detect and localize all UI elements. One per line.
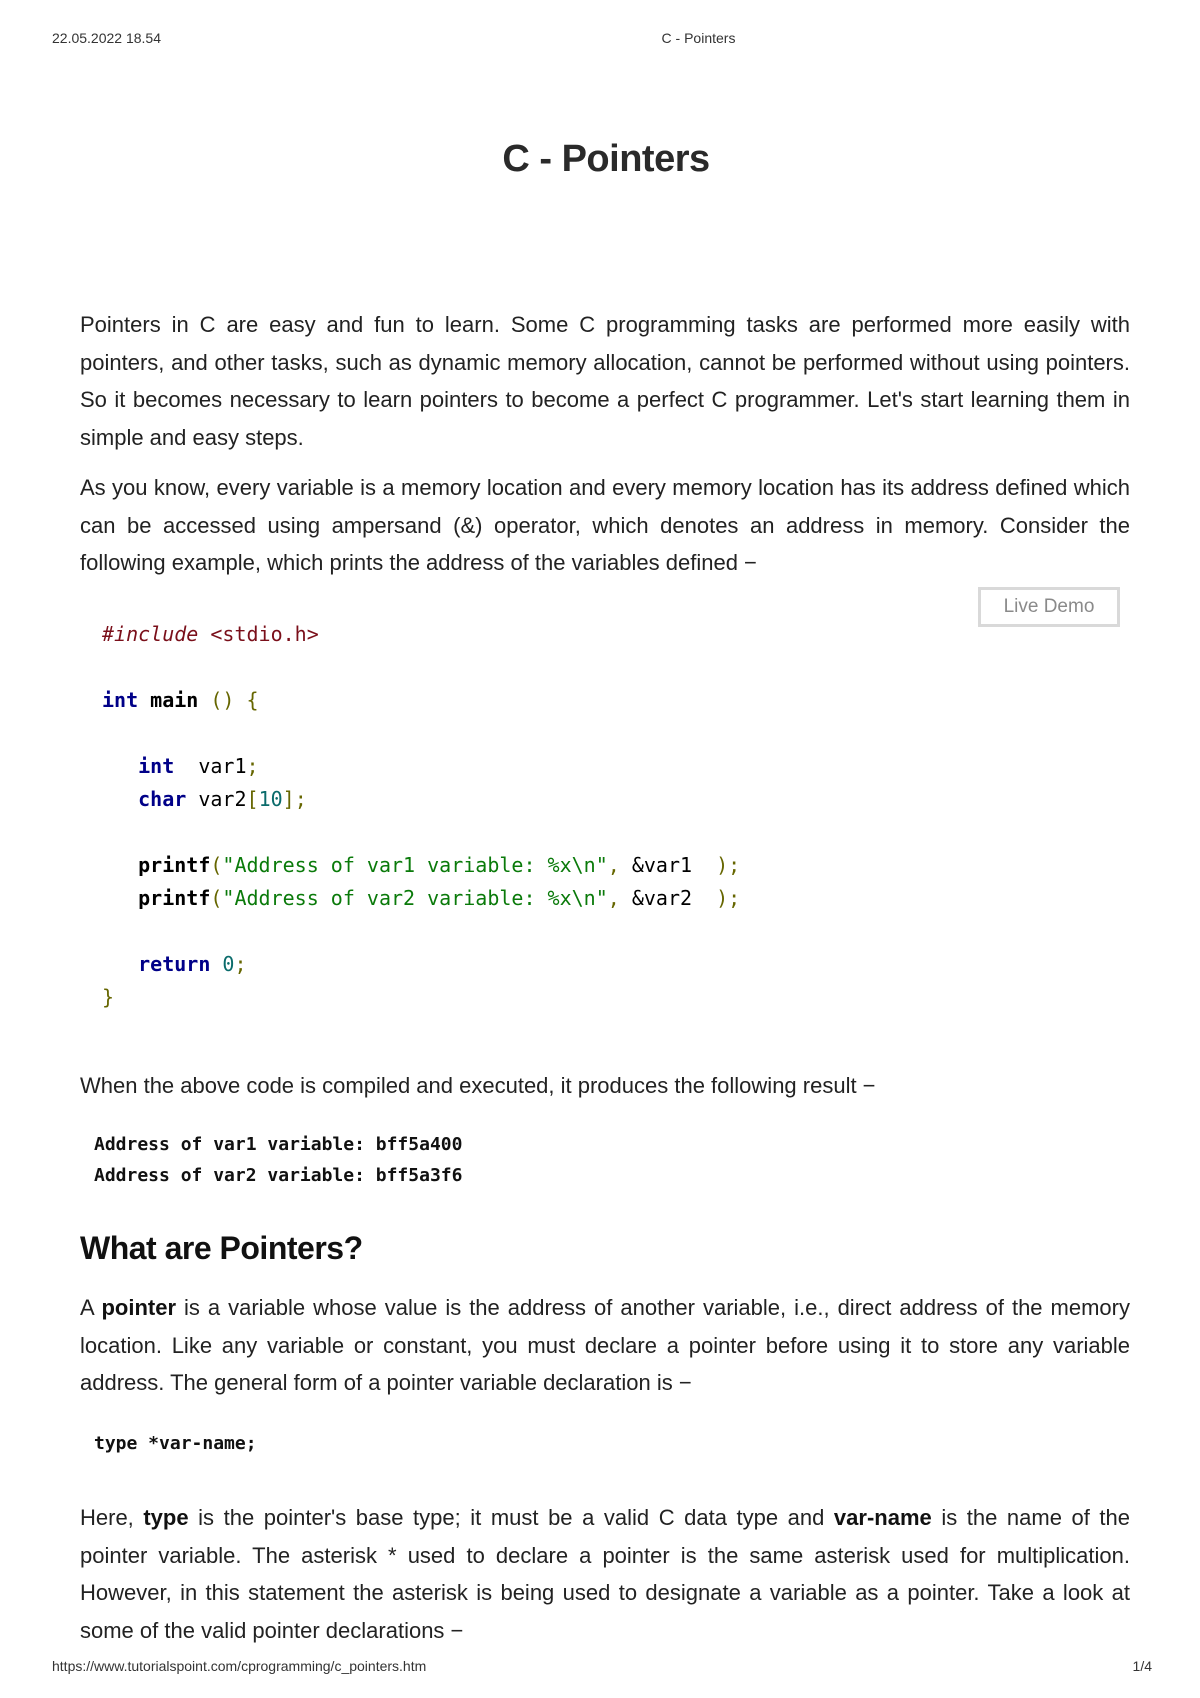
- section-title: What are Pointers?: [80, 1230, 363, 1266]
- explanation-prefix: Here,: [80, 1505, 144, 1530]
- print-page-number: 1/4: [1132, 1658, 1152, 1674]
- code-arg-2: &var2: [631, 886, 693, 910]
- explanation-middle: is the pointer's base type; it must be a valid C data type and: [188, 1505, 834, 1530]
- code-format-string-2: "Address of var2 variable: %x\n": [222, 886, 608, 910]
- explanation-paragraph: [80, 1499, 1130, 1649]
- code-open-brace: {: [246, 688, 259, 712]
- code-format-string-1: "Address of var1 variable: %x\n": [222, 853, 608, 877]
- result-intro-section: [80, 1067, 1130, 1105]
- example-code-block: #include <stdio.h> int main () { int var1; char var2[10]; printf("Address of var1 variable: %x\n", &var1 ); printf("Address of var2 variable: %x\n", &var2 ); return 0; }: [102, 622, 741, 1009]
- code-include-header: <stdio.h>: [210, 622, 319, 646]
- explanation-section: [80, 1499, 1130, 1649]
- definition-bold-term: pointer: [101, 1295, 177, 1320]
- code-main-name: main: [150, 688, 199, 712]
- code-main-parens: (): [210, 688, 235, 712]
- code-var2-name: var2: [198, 787, 247, 811]
- definition-section: [80, 1289, 1130, 1402]
- result-output-block: [94, 1129, 462, 1191]
- code-include-directive: #include: [102, 622, 199, 646]
- result-line: Address of var2 variable: bff5a3f6: [94, 1165, 463, 1186]
- code-char-keyword: char: [138, 787, 187, 811]
- result-line: Address of var1 variable: bff5a400: [94, 1134, 463, 1155]
- definition-paragraph: [80, 1289, 1130, 1402]
- code-int-keyword: int: [138, 754, 175, 778]
- result-intro-paragraph: When the above code is compiled and executed, it produces the following result −: [80, 1073, 876, 1098]
- live-demo-button[interactable]: Live Demo: [978, 587, 1120, 627]
- code-printf-call: printf: [138, 886, 211, 910]
- code-close-brace: }: [102, 985, 115, 1009]
- definition-prefix: A: [80, 1295, 102, 1320]
- explanation-bold-type: type: [143, 1505, 189, 1530]
- declaration-syntax-block: [94, 1428, 257, 1459]
- code-printf-call: printf: [138, 853, 211, 877]
- address-paragraph: As you know, every variable is a memory location and every memory location has its address defined which can be accessed using ampersand (&) operator, which denotes an address in memory. Consider the following example, which prints the address of the variables defined −: [80, 475, 1130, 575]
- code-arg-1: &var1: [631, 853, 693, 877]
- intro-paragraph: Pointers in C are easy and fun to learn. Some C programming tasks are performed more easily with pointers, and other tasks, such as dynamic memory allocation, cannot be performed without using pointers. So it becomes necessary to learn pointers to become a perfect C programmer. Let's start learning them in simple and easy steps.: [80, 312, 1130, 450]
- code-int-keyword: int: [102, 688, 139, 712]
- address-section: [80, 469, 1130, 582]
- code-return-value: 0: [222, 952, 235, 976]
- page-title: C - Pointers: [502, 138, 710, 180]
- code-var1-name: var1: [198, 754, 247, 778]
- code-return-keyword: return: [138, 952, 211, 976]
- explanation-bold-varname: var-name: [833, 1505, 932, 1530]
- print-header-title: C - Pointers: [661, 30, 736, 46]
- declaration-syntax: type *var-name;: [94, 1433, 257, 1454]
- definition-rest: is a variable whose value is the address of another variable, i.e., direct address of the memory location. Like any variable or constant, you must declare a pointer before using it to store any variable address. The general form of a pointer variable declaration is −: [80, 1295, 1130, 1395]
- print-footer-url: https://www.tutorialspoint.com/cprogramming/c_pointers.htm: [52, 1658, 427, 1674]
- code-array-size: 10: [258, 787, 283, 811]
- print-datetime: 22.05.2022 18.54: [52, 30, 161, 46]
- intro-section: [80, 306, 1130, 456]
- explanation-rest: is the name of the pointer variable. The asterisk * used to declare a pointer is the same asterisk used for multiplication. However, in this statement the asterisk is being used to designate a variable as a pointer. Take a look at some of the valid pointer declarations −: [80, 1505, 1130, 1643]
